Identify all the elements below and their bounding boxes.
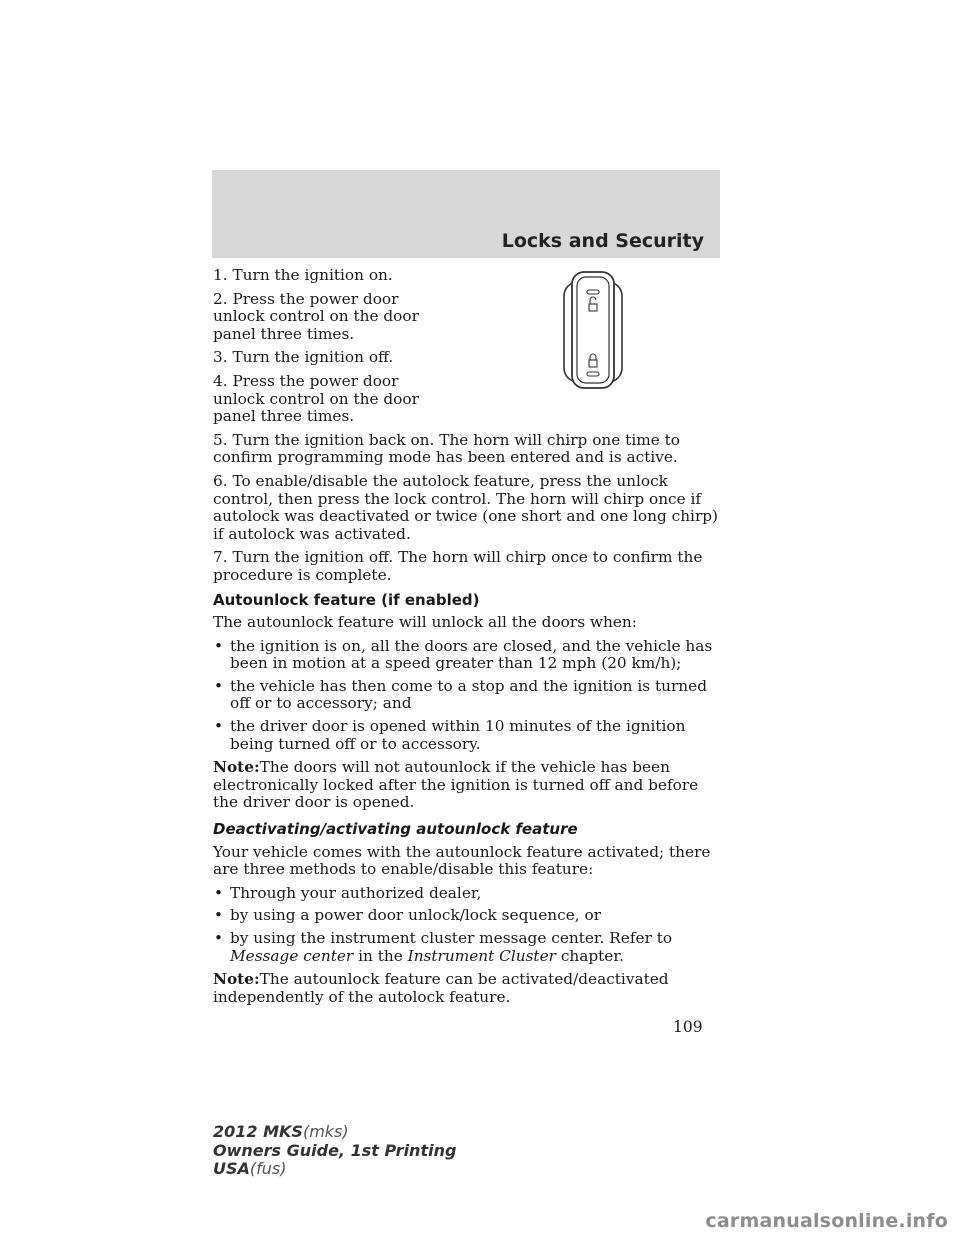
autounlock-heading: Autounlock feature (if enabled) [213, 590, 480, 609]
autounlock-intro: The autounlock feature will unlock all the doors when: [213, 613, 637, 632]
step-7: 7. Turn the ignition off. The horn will chirp once to confirm the procedure is complete. [213, 548, 703, 584]
autounlock-bullets [213, 638, 721, 754]
step-1: 1. Turn the ignition on. [213, 266, 393, 284]
step-3: 3. Turn the ignition off. [213, 348, 394, 367]
watermark: carmanualsonline.info [705, 1210, 948, 1232]
instrument-cluster-reference: Instrument Cluster [407, 946, 556, 965]
step-6: 6. To enable/disable the autolock feature, press the unlock control, then press the lock control. The horn will chirp once if autolock was deactivated or twice (one short and one long chirp) if autolock was activated. [213, 471, 719, 543]
step-5: 5. Turn the ignition back on. The horn will chirp one time to confirm programming mode has been entered and is active. [213, 430, 681, 467]
header-band [212, 170, 720, 258]
deactivating-heading: Deactivating/activating autounlock feature [213, 820, 578, 839]
autounlock-note: Note:The doors will not autounlock if the vehicle has been electronically locked after the ignition is turned off and before the driver door is opened. [213, 758, 699, 812]
list-item: • the ignition is on, all the doors are closed, and the vehicle has been in motion at a speed greater than 12 mph (20 km/h); [214, 636, 713, 673]
page-content [213, 267, 721, 1012]
deactivating-intro: Your vehicle comes with the autounlock feature activated; there are three methods to enable/disable this feature: [213, 842, 711, 879]
list-item: • by using a power door unlock/lock sequence, or [214, 906, 602, 925]
document-footer: 2012 MKS(mks) Owners Guide, 1st Printing USA(fus) [213, 1122, 457, 1178]
page-number: 109 [673, 1018, 703, 1036]
message-center-reference: Message center [230, 946, 354, 965]
list-item: • Through your authorized dealer, [214, 883, 482, 902]
step-4: 4. Press the power door unlock control on the door panel three times. [213, 371, 419, 426]
list-item: • the vehicle has then come to a stop and the ignition is turned off or to accessory; and [214, 676, 707, 713]
list-item: • by using the instrument cluster message center. Refer to Message center in the Instrument Cluster chapter. [214, 929, 673, 965]
step-2: 2. Press the power door unlock control on the door panel three times. [213, 289, 419, 343]
list-item: • the driver door is opened within 10 minutes of the ignition being turned off or to accessory. [214, 717, 686, 753]
section-title: Locks and Security [501, 230, 704, 252]
deactivating-note: Note:The autounlock feature can be activated/deactivated independently of the autolock feature. [213, 970, 669, 1006]
deactivating-bullets [213, 885, 721, 965]
